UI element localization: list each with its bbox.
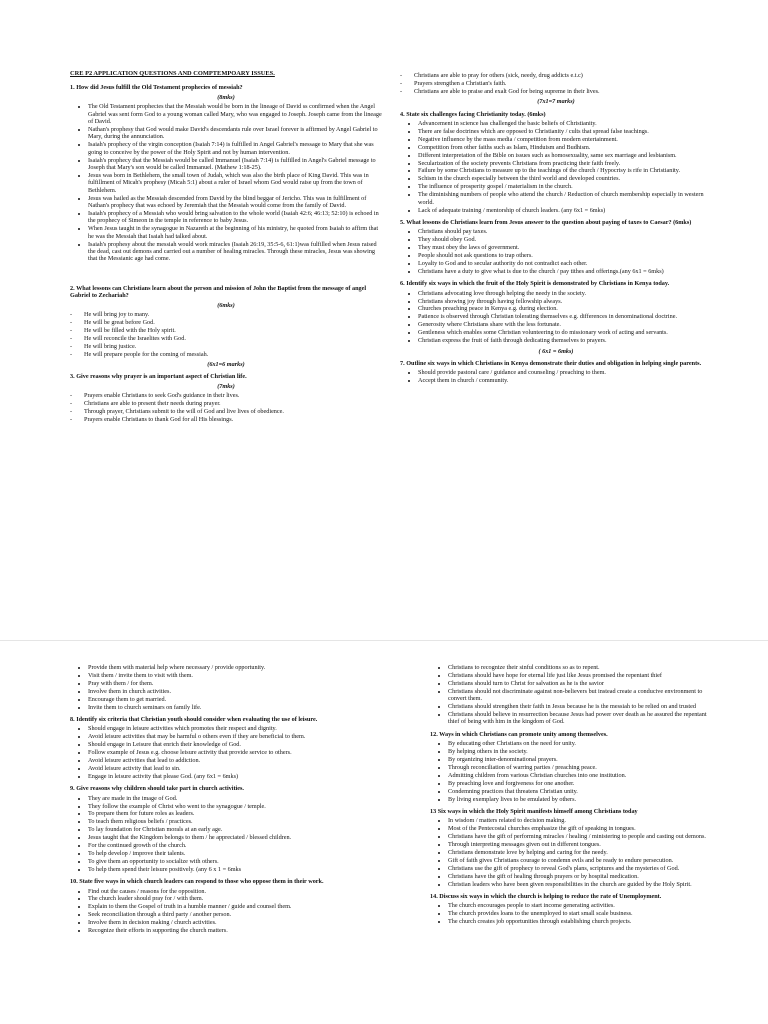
answer-point: • To lay foundation for Christian morals at an early age.: [88, 826, 382, 833]
answer-point: • Find out the causes / reasons for the opposition.: [88, 888, 382, 895]
answer-point: • Most of the Pentecostal churches emphasize the gift of speaking in tongues.: [448, 825, 715, 832]
answer-point: • Recognize their efforts in supporting the church matters.: [88, 927, 382, 934]
question-heading: 3. Give reasons why prayer is an important aspect of Christian life.: [70, 373, 247, 381]
question-heading: 5. What lessons do Christians learn from Jesus answer to the question about paying of taxes to Caesar? (6mks): [400, 218, 692, 226]
answer-point: - He will be great before God.: [84, 319, 382, 326]
answer-list: [430, 664, 715, 726]
question-heading: 6. Identify six ways in which the fruit of the Holy Spirit is demonstrated by Christians in Kenya today.: [400, 280, 670, 288]
answer-point: - He will be filled with the Holy spirit.: [84, 327, 382, 334]
answer-point: • Failure by some Christians to measure up to the teachings of the church / Hypocrisy is rife in Christianity.: [418, 167, 712, 174]
marks-note: (6mks): [217, 301, 235, 309]
answer-point: • When Jesus taught in the synagogue in Nazareth at the beginning of his ministry, he quoted from Isaiah to affirm that he was the Messiah that Isaiah had talked about.: [88, 225, 382, 240]
answer-point: • Different interpretation of the Bible on issues such as homosexuality, same sex marriage and lesbianism.: [418, 152, 712, 159]
answer-point: - Christians are able to praise and exalt God for being supreme in their lives.: [414, 88, 712, 95]
answer-point: • The diminishing numbers of people who attend the church / Reduction of church membership especially in western world.: [418, 191, 712, 206]
page1-left-content: [70, 84, 382, 423]
answer-point: • They are made in the image of God.: [88, 795, 382, 802]
answer-point: • The influence of prosperity gospel / materialism in the church.: [418, 183, 712, 190]
answer-list: [70, 103, 382, 263]
answer-point: • The church encourages people to start income generating activities.: [448, 902, 715, 909]
page2-right-content: [430, 664, 715, 926]
answer-point: • Avoid leisure activity that lead to sin.: [88, 765, 382, 772]
answer-point: • To prepare them for future roles as leaders.: [88, 810, 382, 817]
answer-point: • Churches preaching peace in Kenya e.g. during election.: [418, 305, 712, 312]
answer-list: [400, 72, 712, 95]
answer-point: • Pray with them / for them.: [88, 680, 382, 687]
answer-point: • To give them an opportunity to socialize with others.: [88, 858, 382, 865]
marks-note: (7mks): [217, 382, 235, 390]
question-heading: 2. What lessons can Christians learn about the person and mission of John the Baptist from the message of angel Gabriel to Zechariah?: [70, 284, 367, 300]
answer-point: • The church leader should pray for / with them.: [88, 895, 382, 902]
answer-point: • Through reconciliation of warring parties / preaching peace.: [448, 764, 715, 771]
answer-point: • Christians should not discriminate against non-believers but instead create a conducive environment to convert them.: [448, 688, 715, 703]
answer-point: • By organizing inter-denominational prayers.: [448, 756, 715, 763]
answer-point: • Advancement in science has challenged the basic beliefs of Christianity.: [418, 120, 712, 127]
marks-note: (7x1=7 marks): [537, 98, 575, 106]
answer-point: • Christians should strengthen their faith in Jesus because he is the messiah to be relied on and trusted: [448, 703, 715, 710]
answer-list: [430, 817, 715, 888]
question-heading: 14. Discuss six ways in which the church is helping to reduce the rate of Unemployment.: [430, 892, 662, 900]
answer-point: • By living exemplary lives to be emulated by others.: [448, 796, 715, 803]
question-heading: 4. State six challenges facing Christianity today. (6mks): [400, 110, 546, 118]
marks-note: (6x1=6 marks): [207, 360, 245, 368]
marks-note: ( 6x1 = 6mks): [538, 347, 574, 355]
question-heading: 1. How did Jesus fulfill the Old Testament prophecies of messiah?: [70, 84, 243, 92]
answer-point: - He will bring joy to many.: [84, 311, 382, 318]
page2-right-column: [430, 662, 715, 929]
answer-point: • They follow the example of Christ who went to the synagogue / temple.: [88, 803, 382, 810]
answer-point: • Avoid leisure activities that may be harmful o others even if they are beneficial to them.: [88, 733, 382, 740]
answer-list: [400, 228, 712, 275]
answer-point: • Christians showing joy through having fellowship always.: [418, 298, 712, 305]
answer-point: • The church creates job opportunities through establishing church projects.: [448, 918, 715, 925]
answer-point: • Visit them / invite them to visit with them.: [88, 672, 382, 679]
answer-point: • Involve them in church activities.: [88, 688, 382, 695]
answer-list: [70, 888, 382, 935]
answer-point: • By educating other Christians on the need for unity.: [448, 740, 715, 747]
answer-point: • Christian leaders who have been given responsibilities in the church are guided by the Holy Spirit.: [448, 881, 715, 888]
document-page-2: [0, 652, 768, 1024]
answer-point: • Christians use the gift of prophecy to reveal God's plans, scriptures and the mysteries of God.: [448, 865, 715, 872]
answer-list: [430, 740, 715, 803]
answer-point: • Accept them in church / community.: [418, 377, 712, 384]
answer-point: • Isaiah's prophesy about the messiah would work miracles (Isaiah 26:19, 35:5-6, 61:1)was fulfilled when Jesus raised the dead, cast out demons and carried out a number of healing miracles. Through these miracles, Jesus was showing that the Messianic age had come.: [88, 241, 382, 263]
answer-point: - He will prepare people for the coming of messiah.: [84, 351, 382, 358]
answer-point: • Isaiah's prophecy of a Messiah who would bring salvation to the whole world (Isaiah 42:6; 46:13; 52:10) is echoed in the prophecy of Simeon in the temple in reference to baby Jesus.: [88, 210, 382, 225]
marks-note: (8mks): [217, 93, 235, 101]
answer-point: • To teach them religious beliefs / practices.: [88, 818, 382, 825]
answer-point: • By helping others in the society.: [448, 748, 715, 755]
answer-list: [70, 392, 382, 423]
answer-point: • Follow example of Jesus e.g. choose leisure activity that provide service to others.: [88, 749, 382, 756]
answer-point: • Should engage in Leisure that enrich their knowledge of God.: [88, 741, 382, 748]
answer-point: • Jesus was hailed as the Messiah descended from David by the blind beggar of Jericho. This was in fulfillment of Nathan's prophecy that was echoed by Jeremiah that the Messiah would come from the family of David.: [88, 195, 382, 210]
answer-point: • Provide them with material help where necessary / provide opportunity.: [88, 664, 382, 671]
answer-point: • Gentleness which enables some Christian volunteering to do missionary work of acting and servants.: [418, 329, 712, 336]
answer-list: [400, 290, 712, 345]
page1-left-column: [70, 70, 382, 426]
spacer: [70, 266, 382, 280]
answer-point: • In wisdom / matters related to decision making.: [448, 817, 715, 824]
answer-point: • They must obey the laws of government.: [418, 244, 712, 251]
answer-point: - He will bring justice.: [84, 343, 382, 350]
answer-point: • Should provide pastoral care / guidance and counseling / preaching to them.: [418, 369, 712, 376]
answer-list: [400, 369, 712, 384]
question-heading: 7. Outline six ways in which Christians in Kenya demonstrate their duties and obligation in helping single parents.: [400, 359, 702, 367]
answer-point: • Secularization of the society prevents Christians from practicing their faith freely.: [418, 160, 712, 167]
answer-point: • Jesus taught that the Kingdom belongs to them / he appreciated / blessed children.: [88, 834, 382, 841]
answer-point: • Encourage them to get married.: [88, 696, 382, 703]
answer-point: • Christians should turn to Christ for salvation as he is the savior: [448, 680, 715, 687]
page1-right-column: [400, 70, 712, 388]
page1-right-content: [400, 72, 712, 385]
answer-point: - Through prayer, Christians submit to the will of God and live lives of obedience.: [84, 408, 382, 415]
answer-point: • The Old Testament prophecies that the Messiah would be born in the lineage of David ss confirmed when the Angel Gabriel was sent form God to a young woman called Mary, who was engaged to Joseph. Joseph came from the lineage of David.: [88, 103, 382, 125]
answer-point: • People should not ask questions to trap others.: [418, 252, 712, 259]
answer-point: • Through interpreting messages given out in different tongues.: [448, 841, 715, 848]
answer-point: • Isaiah's prophecy that the Messiah would be called Immanuel (Isaiah 7:14) is fulfilled in Angel's Gabriel message to Joseph that Mary's son would be called Immanuel. (Mathew 1:18-25).: [88, 157, 382, 172]
answer-point: • Loyalty to God and to secular authority do not contradict each other.: [418, 260, 712, 267]
answer-point: - Prayers enable Christians to seek God's guidance in their lives.: [84, 392, 382, 399]
question-heading: 13 Six ways in which the Holy Spirit manifests himself among Christians today: [430, 807, 638, 815]
answer-point: • Christians demonstrate love by helping and caring for the needy.: [448, 849, 715, 856]
answer-list: [70, 725, 382, 780]
answer-point: • Condemning practices that threatens Christian unity.: [448, 788, 715, 795]
answer-point: - Christians are able to present their needs during prayer.: [84, 400, 382, 407]
answer-point: • Nathan's prophesy that God would make David's descendants rule over Israel forever is affirmed by Angel Gabriel to Mary, during the annunciation.: [88, 126, 382, 141]
answer-point: - Prayers strengthen a Christian's faith.: [414, 80, 712, 87]
question-heading: 9. Give reasons why children should take part in church activities.: [70, 785, 244, 793]
answer-list: [70, 664, 382, 711]
answer-point: • Avoid leisure activities that lead to addiction.: [88, 757, 382, 764]
answer-point: • Christians have the gift of performing miracles / healing / ministering to people and casting out demons.: [448, 833, 715, 840]
answer-point: • Patience is observed through Christian tolerating themselves e.g. differences in denominational doctrine.: [418, 313, 712, 320]
answer-point: • Invite them to church seminars on family life.: [88, 704, 382, 711]
question-heading: 8. Identify six criteria that Christian youth should consider when evaluating the use of leisure.: [70, 715, 318, 723]
answer-point: • Should engage in leisure activities which promotes their respect and dignity.: [88, 725, 382, 732]
answer-point: • Engage in leisure activity that please God. (any 6x1 = 6mks): [88, 773, 382, 780]
question-heading: 12. Ways in which Christians can promote unity among themselves.: [430, 730, 608, 738]
page2-left-column: [70, 662, 382, 938]
answer-point: • Seek reconciliation through a third party / another person.: [88, 911, 382, 918]
answer-point: • Admitting children from various Christian churches into one institution.: [448, 772, 715, 779]
answer-point: - He will reconcile the Israelites with God.: [84, 335, 382, 342]
answer-list: [70, 795, 382, 874]
answer-point: - Christians are able to pray for others (sick, needy, drug addicts e.t.c): [414, 72, 712, 79]
answer-point: • Negative influence by the mass media / competition from modern entertainment.: [418, 136, 712, 143]
answer-point: • To help them spend their leisure positively. (any 6 x 1 = 6mks: [88, 866, 382, 873]
document-title: CRE P2 APPLICATION QUESTIONS AND COMPTEMPOARY ISSUES.: [70, 70, 275, 77]
answer-point: • Christians have a duty to give what is due to the church / pay tithes and offerings.(any 6x1 = 6mks): [418, 268, 712, 275]
question-heading: 10. State five ways in which church leaders can respond to those who oppose them in their work.: [70, 878, 324, 886]
answer-point: • Christian express the fruit of faith through dedicating themselves to prayers.: [418, 337, 712, 344]
answer-point: • To help develop / improve their talents.: [88, 850, 382, 857]
answer-point: • Explain to them the Gospel of truth in a humble manner / guide and counsel them.: [88, 903, 382, 910]
answer-point: • For the continued growth of the church.: [88, 842, 382, 849]
answer-point: • By preaching love and forgiveness for one another.: [448, 780, 715, 787]
answer-point: • Schism in the church especially between the third world and developed countries.: [418, 175, 712, 182]
answer-point: • They should obey God.: [418, 236, 712, 243]
answer-point: • Gift of faith gives Christians courage to condemn evils and be ready to endure persecution.: [448, 857, 715, 864]
answer-point: • Isaiah's prophecy of the virgin conception (Isaiah 7:14) is fulfilled in Angel Gabriel's message to Mary that she was going to conceive by the power of the Holy Spirit and not by human intervention.: [88, 141, 382, 156]
answer-point: • Christians should pay taxes.: [418, 228, 712, 235]
answer-point: • Generosity where Christians share with the less fortunate.: [418, 321, 712, 328]
answer-list: [430, 902, 715, 925]
answer-list: [400, 120, 712, 214]
answer-point: • Involve them in decision making / church activities.: [88, 919, 382, 926]
answer-point: • Christians should have hope for eternal life just like Jesus promised the repentant thief: [448, 672, 715, 679]
answer-point: • Christians should believe in resurrection because Jesus had power over death as he assured the repentant thief of being with him in the kingdom of God.: [448, 711, 715, 726]
answer-point: • The church provides loans to the unemployed to start small scale business.: [448, 910, 715, 917]
answer-list: [70, 311, 382, 358]
answer-point: • Christians advocating love through helping the needy in the society.: [418, 290, 712, 297]
page2-left-content: [70, 664, 382, 935]
answer-point: • Lack of adequate training / mentorship of church leaders. (any 6x1 = 6mks): [418, 207, 712, 214]
answer-point: • Christians to recognize their sinful conditions so as to repent.: [448, 664, 715, 671]
answer-point: • There are false doctrines which are opposed to Christianity / cults that spread false teachings.: [418, 128, 712, 135]
answer-point: • Jesus was born in Bethlehem, the small town of Judah, which was also the birth place of King David. This was in fulfillment of Micah's prophesy (Micah 5:1) about a ruler of Israel whom God would raise up from the town of Bethlehem.: [88, 172, 382, 194]
answer-point: - Prayers enable Christians to thank God for all His blessings.: [84, 416, 382, 423]
answer-point: • Competition from other faiths such as Islam, Hinduism and Budhism.: [418, 144, 712, 151]
answer-point: • Christians have the gift of healing through prayers or by hospital medication.: [448, 873, 715, 880]
